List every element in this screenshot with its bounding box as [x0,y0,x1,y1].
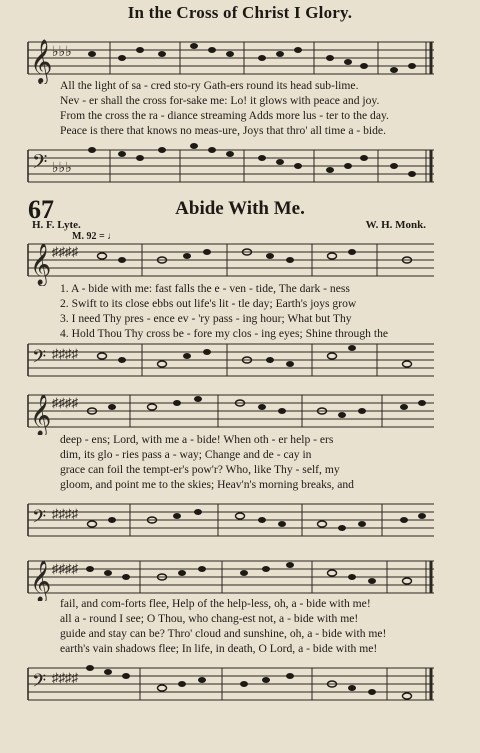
system-1-lyrics [60,281,432,341]
lyric-line: dim, its glo - ries pass a - way; Change and de - cay in [60,448,312,461]
lyric-line: all a - round I see; O Thou, who chang-est not, a - bide with me! [60,612,359,625]
svg-text:♭♭♭: ♭♭♭ [52,45,72,60]
top-bass-staff [22,142,442,192]
svg-text:𝄢: 𝄢 [32,671,47,696]
system-3-treble-staff [22,555,442,601]
top-treble-staff [22,34,442,84]
system-2-lyrics [60,432,432,492]
lyric-line: 2. Swift to its close ebbs out life's lit - tle day; Earth's joys grow [60,297,357,310]
svg-text:♯♯♯♯: ♯♯♯♯ [52,244,78,259]
lyric-line: fail, and com-forts flee, Help of the help-less, oh, a - bide with me! [60,597,371,610]
system-1-bass-staff [22,336,442,384]
svg-text:♯♯♯♯: ♯♯♯♯ [52,506,78,521]
svg-text:𝄢: 𝄢 [32,150,48,178]
svg-text:𝄢: 𝄢 [32,347,47,372]
svg-text:♯♯♯♯: ♯♯♯♯ [52,561,78,576]
lyric-line: 1. A - bide with me: fast falls the e - ven - tide, The dark - ness [60,282,350,295]
top-hymn-lyrics [60,78,432,138]
svg-text:𝄞: 𝄞 [30,39,53,83]
svg-text:♭♭♭: ♭♭♭ [52,161,72,176]
svg-text:♯♯♯♯: ♯♯♯♯ [52,346,78,361]
lyric-line: All the light of sa - cred sto-ry Gath-ers round its head sub-lime. [60,79,359,92]
svg-text:♯♯♯♯: ♯♯♯♯ [52,670,78,685]
hymn-title: Abide With Me. [175,198,305,219]
lyric-line: deep - ens; Lord, with me a - bide! When oth - er help - ers [60,433,334,446]
lyric-line: Peace is there that knows no meas-ure, Joys that thro' all time a - bide. [60,124,386,137]
hymn-composer: W. H. Monk. [365,219,426,231]
svg-text:𝄞: 𝄞 [30,395,52,435]
lyric-line: From the cross the ra - diance streaming Adds more lus - ter to the day. [60,109,389,122]
lyric-line: 4. Hold Thou Thy cross be - fore my clos - ing eyes; Shine through the [60,327,389,340]
lyric-line: gloom, and point me to the skies; Heav'n's morning breaks, and [60,478,354,491]
system-1-treble-staff [22,238,442,286]
lyric-line: earth's vain shadows flee; In life, in death, O Lord, a - bide with me! [60,642,378,655]
system-3-lyrics [60,596,432,656]
hymn-number: 67 [28,195,54,224]
system-2-bass-staff [22,496,442,542]
lyric-line: 3. I need Thy pres - ence ev - 'ry pass - ing hour; What but Thy [60,312,352,325]
system-2-treble-staff [22,389,442,435]
tempo-marking: M. 92 = ♩ [72,231,118,242]
system-3-bass-staff [22,660,442,706]
svg-text:𝄢: 𝄢 [32,507,47,532]
hymn-author: H. F. Lyte. [32,219,81,231]
lyric-line: grace can foil the tempt-er's pow'r? Who, like Thy - self, my [60,463,340,476]
svg-text:♯♯♯♯: ♯♯♯♯ [52,395,78,410]
top-hymn-title: In the Cross of Christ I Glory. [127,3,353,22]
lyric-line: Nev - er shall the cross for-sake me: Lo! it glows with peace and joy. [60,94,380,107]
svg-text:𝄞: 𝄞 [30,244,52,285]
svg-text:𝄞: 𝄞 [30,561,52,601]
lyric-line: guide and stay can be? Thro' cloud and sunshine, oh, a - bide with me! [60,627,387,640]
